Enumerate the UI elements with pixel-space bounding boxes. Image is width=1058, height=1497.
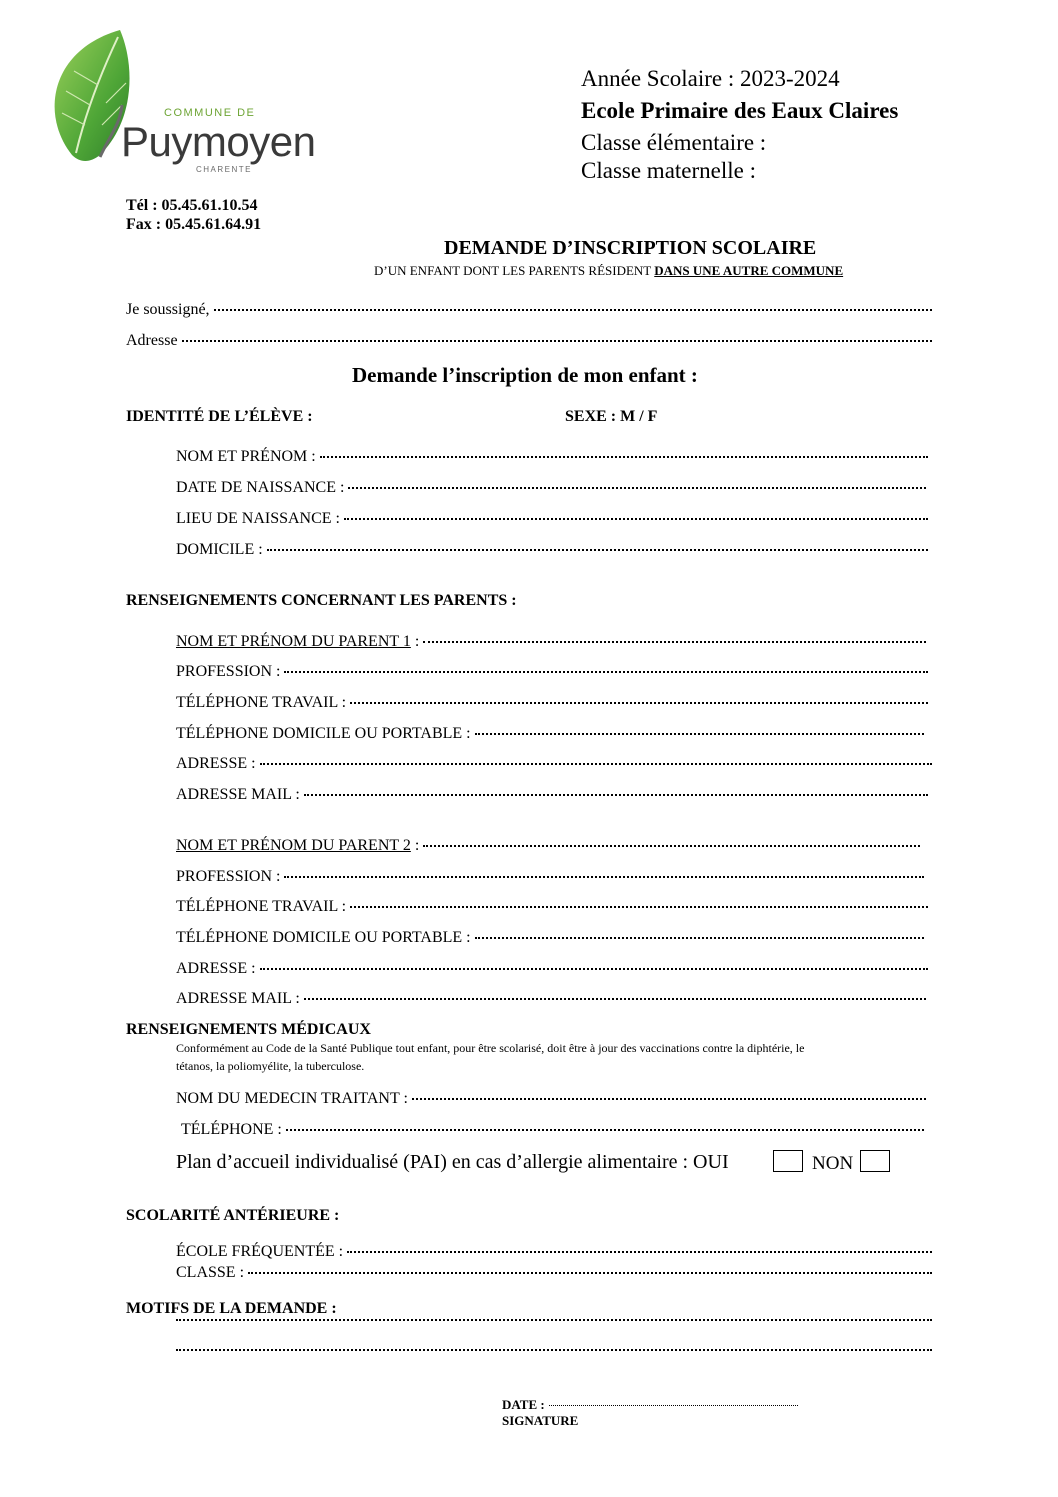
eleve-domicile-field[interactable]	[176, 541, 928, 559]
school-name: Ecole Primaire des Eaux Claires	[581, 98, 899, 123]
parents-heading: RENSEIGNEMENTS CONCERNANT LES PARENTS :	[126, 592, 517, 609]
pai-non-label: NON	[812, 1153, 854, 1174]
signature-label: SIGNATURE	[502, 1413, 579, 1428]
parent2-nom-text: NOM ET PRÉNOM DU PARENT 2	[176, 837, 411, 854]
pai-oui-checkbox[interactable]	[773, 1150, 803, 1172]
parent2-tel-domicile-field[interactable]	[176, 929, 924, 947]
ecole-line	[347, 1251, 932, 1253]
eleve-date-label: DATE DE NAISSANCE :	[176, 479, 345, 496]
parent2-nom-line	[423, 845, 920, 847]
form-subtitle	[374, 263, 843, 279]
parent2-nom-colon: :	[410, 837, 420, 854]
medecin-telephone-line	[286, 1129, 924, 1131]
class-maternelle: Classe maternelle :	[581, 158, 756, 183]
eleve-date-field[interactable]	[176, 479, 926, 497]
school-year: Année Scolaire : 2023-2024	[581, 66, 840, 91]
parent2-tel-domicile-label: TÉLÉPHONE DOMICILE OU PORTABLE :	[176, 929, 471, 946]
sexe-field[interactable]: SEXE : M / F	[565, 408, 658, 425]
medical-heading: RENSEIGNEMENTS MÉDICAUX	[126, 1021, 371, 1038]
logo-town-name: Puymoyen	[121, 118, 316, 165]
eleve-nom-field[interactable]	[176, 448, 928, 466]
parent1-profession-field[interactable]	[176, 663, 928, 681]
logo-region: CHARENTE	[196, 165, 253, 174]
parent2-adresse-line	[260, 968, 928, 970]
parent2-nom-label	[176, 837, 419, 855]
parent1-nom-label	[176, 633, 419, 651]
eleve-domicile-line	[267, 549, 928, 551]
parent1-adresse-field[interactable]	[176, 755, 932, 773]
soussigne-line	[214, 309, 932, 311]
classe-field[interactable]	[176, 1264, 932, 1282]
medecin-telephone-label: TÉLÉPHONE :	[181, 1121, 282, 1138]
parent2-profession-label: PROFESSION :	[176, 868, 281, 885]
medecin-field[interactable]	[176, 1090, 926, 1108]
medical-note-line1: Conformément au Code de la Santé Publique tout enfant, pour être scolarisé, doit être à jour des vaccinations contre la diphtérie, le	[176, 1041, 805, 1055]
parent1-tel-domicile-field[interactable]	[176, 725, 924, 743]
eleve-domicile-label: DOMICILE :	[176, 541, 263, 558]
parent1-profession-label: PROFESSION :	[176, 663, 281, 680]
parent2-adresse-field[interactable]	[176, 960, 928, 978]
parent1-nom-text: NOM ET PRÉNOM DU PARENT 1	[176, 633, 411, 650]
parent1-nom-field[interactable]	[176, 633, 926, 651]
eleve-date-line	[348, 487, 926, 489]
parent1-mail-label: ADRESSE MAIL :	[176, 786, 300, 803]
parent2-profession-line	[284, 876, 924, 878]
medecin-label: NOM DU MEDECIN TRAITANT :	[176, 1090, 408, 1107]
parent2-nom-field[interactable]	[176, 837, 920, 855]
ecole-field[interactable]	[176, 1243, 932, 1261]
pai-question: Plan d’accueil individualisé (PAI) en cas d’allergie alimentaire : OUI	[176, 1151, 729, 1173]
form-title: DEMANDE D’INSCRIPTION SCOLAIRE	[444, 237, 817, 259]
adresse-label: Adresse	[126, 332, 178, 349]
soussigne-field[interactable]	[126, 301, 932, 319]
medecin-line	[412, 1098, 926, 1100]
parent1-mail-field[interactable]	[176, 786, 928, 804]
eleve-lieu-line	[344, 518, 928, 520]
parent2-mail-line	[304, 998, 926, 1000]
parent1-adresse-line	[260, 763, 932, 765]
eleve-lieu-field[interactable]	[176, 510, 928, 528]
parent1-tel-travail-line	[350, 702, 928, 704]
date-line	[549, 1405, 798, 1406]
parent2-tel-travail-field[interactable]	[176, 898, 928, 916]
classe-line	[248, 1272, 932, 1274]
motifs-line-1[interactable]	[176, 1322, 932, 1324]
date-field[interactable]	[502, 1397, 798, 1413]
motifs-line-1-dots	[176, 1319, 932, 1321]
date-label: DATE :	[502, 1397, 545, 1412]
parent2-tel-travail-label: TÉLÉPHONE TRAVAIL :	[176, 898, 347, 915]
class-elementaire: Classe élémentaire :	[581, 130, 767, 155]
eleve-lieu-label: LIEU DE NAISSANCE :	[176, 510, 340, 527]
form-subtitle-prefix: D’UN ENFANT DONT LES PARENTS RÉSIDENT	[374, 263, 655, 278]
parent2-tel-travail-line	[350, 906, 928, 908]
phone-number: Tél : 05.45.61.10.54	[126, 197, 258, 214]
medecin-telephone-field[interactable]	[181, 1121, 924, 1139]
parent1-mail-line	[304, 794, 928, 796]
medical-note-line2: tétanos, la poliomyélite, la tuberculose.	[176, 1059, 365, 1073]
parent2-mail-label: ADRESSE MAIL :	[176, 990, 300, 1007]
parent1-tel-travail-field[interactable]	[176, 694, 928, 712]
parent2-adresse-label: ADRESSE :	[176, 960, 256, 977]
motifs-line-2-dots	[176, 1349, 932, 1351]
parent1-adresse-label: ADRESSE :	[176, 755, 256, 772]
parent2-tel-domicile-line	[475, 937, 924, 939]
logo-commune-text: COMMUNE DE	[164, 107, 256, 119]
parent2-mail-field[interactable]	[176, 990, 926, 1008]
eleve-nom-label: NOM ET PRÉNOM :	[176, 448, 316, 465]
motifs-line-2[interactable]	[176, 1352, 932, 1354]
ecole-label: ÉCOLE FRÉQUENTÉE :	[176, 1243, 344, 1260]
parent1-profession-line	[284, 671, 928, 673]
parent1-nom-colon: :	[410, 633, 420, 650]
parent1-tel-travail-label: TÉLÉPHONE TRAVAIL :	[176, 694, 347, 711]
form-subtitle-emphasis: DANS UNE AUTRE COMMUNE	[654, 263, 844, 278]
pai-non-checkbox[interactable]	[860, 1150, 890, 1172]
classe-label: CLASSE :	[176, 1264, 245, 1281]
scolarite-heading: SCOLARITÉ ANTÉRIEURE :	[126, 1207, 340, 1224]
soussigne-label: Je soussigné,	[126, 301, 210, 318]
parent1-tel-domicile-line	[475, 733, 924, 735]
parent1-nom-line	[423, 641, 926, 643]
motifs-heading: MOTIFS DE LA DEMANDE :	[126, 1300, 337, 1317]
parent1-tel-domicile-label: TÉLÉPHONE DOMICILE OU PORTABLE :	[176, 725, 471, 742]
adresse-line	[182, 340, 932, 342]
eleve-nom-line	[320, 456, 928, 458]
request-heading: Demande l’inscription de mon enfant :	[352, 363, 698, 387]
parent2-profession-field[interactable]	[176, 868, 924, 886]
adresse-field[interactable]	[126, 332, 932, 350]
fax-number: Fax : 05.45.61.64.91	[126, 216, 262, 233]
eleve-heading: IDENTITÉ DE L’ÉLÈVE :	[126, 408, 313, 425]
